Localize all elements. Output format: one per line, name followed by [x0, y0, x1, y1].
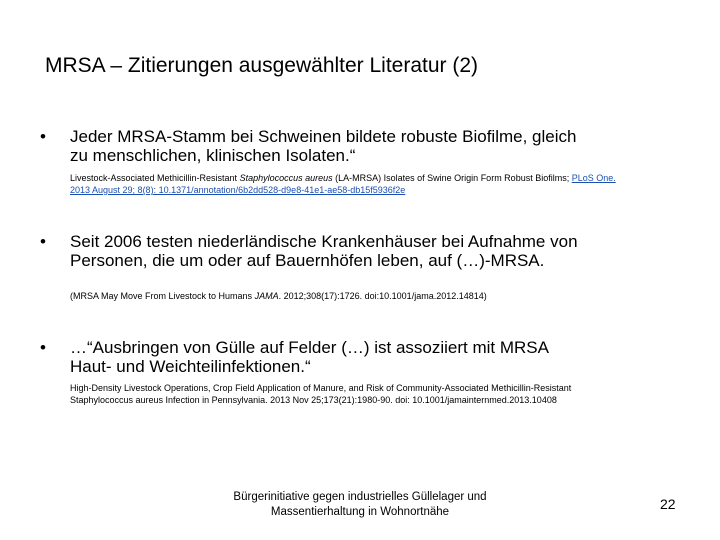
bullet-text — [70, 232, 700, 270]
bullet-text — [70, 338, 700, 376]
citation-line: High-Density Livestock Operations, Crop Field Application of Manure, and Risk of Community-Associated Methicillin-Resistant — [70, 383, 572, 393]
citation-text: . 2012;308(17):1726. doi:10.1001/jama.2012.14814) — [278, 291, 487, 301]
citation-line — [70, 172, 690, 184]
citation-text: (MRSA May Move From Livestock to Humans — [70, 291, 255, 301]
citation-text: (LA-MRSA) Isolates of Swine Origin Form Robust Biofilms; — [332, 173, 572, 183]
citation-line — [70, 184, 690, 196]
citation — [70, 290, 690, 302]
citation-line — [70, 290, 690, 302]
bullet-text-line: Jeder MRSA-Stamm bei Schweinen bildete robuste Biofilme, gleich — [70, 127, 577, 146]
citation-link[interactable]: 2013 August 29; 8(8): 10.1371/annotation/6b2dd528-d9e8-41e1-ae58-db15f5936f2e — [70, 185, 406, 195]
bullet-text-line: …“Ausbringen von Gülle auf Felder (…) ist assoziiert mit MRSA — [70, 338, 549, 357]
slide-title: MRSA – Zitierungen ausgewählter Literatur (2) — [45, 54, 479, 77]
page-number: 22 — [660, 496, 676, 512]
citation-line: Staphylococcus aureus Infection in Pennsylvania. 2013 Nov 25;173(21):1980-90. doi: 10.1001/jamainternmed.2013.10408 — [70, 395, 557, 405]
citation — [70, 382, 690, 406]
bullet-text — [70, 127, 700, 165]
slide-footer — [220, 490, 500, 520]
bullet-text-line: zu menschlichen, klinischen Isolaten.“ — [70, 146, 356, 165]
bullet-text-line: Haut- und Weichteilinfektionen.“ — [70, 357, 311, 376]
citation — [70, 172, 690, 196]
citation-text: Livestock-Associated Methicillin-Resistant — [70, 173, 240, 183]
bullet-text-line: Personen, die um oder auf Bauernhöfen leben, auf (…)-MRSA. — [70, 251, 545, 270]
bullet-marker: • — [40, 232, 46, 251]
citation-link[interactable]: PLoS One. — [571, 173, 616, 183]
citation-italic: JAMA — [254, 291, 279, 301]
bullet-text-line: Seit 2006 testen niederländische Krankenhäuser bei Aufnahme von — [70, 232, 578, 251]
footer-line: Bürgerinitiative gegen industrielles Güllelager und — [233, 491, 487, 503]
footer-line: Massentierhaltung in Wohnortnähe — [270, 506, 450, 518]
bullet-marker: • — [40, 338, 46, 357]
citation-italic: Staphylococcus aureus — [239, 173, 333, 183]
bullet-marker: • — [40, 127, 46, 146]
